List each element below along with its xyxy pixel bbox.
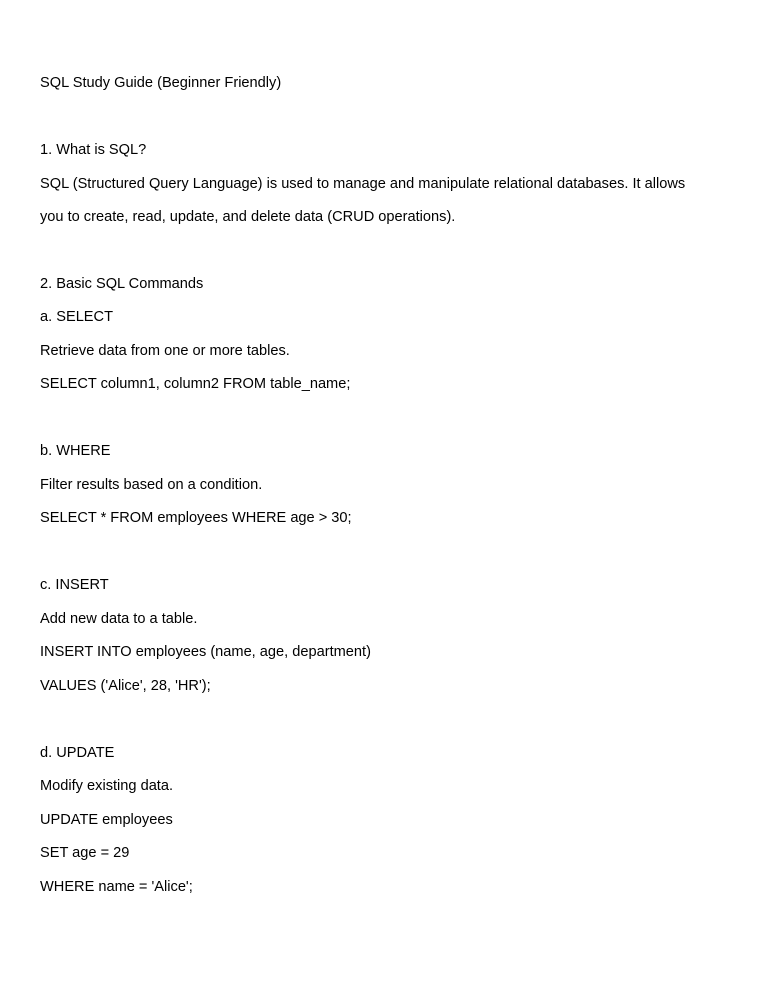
code-line: INSERT INTO employees (name, age, department) bbox=[40, 644, 371, 660]
code-line: SET age = 29 bbox=[40, 845, 130, 861]
code-line: WHERE name = 'Alice'; bbox=[40, 879, 193, 895]
description-where: Filter results based on a condition. bbox=[40, 477, 263, 493]
subheading-insert: c. INSERT bbox=[40, 577, 109, 593]
subheading-update: d. UPDATE bbox=[40, 745, 115, 761]
section-heading-basic-commands: 2. Basic SQL Commands bbox=[40, 276, 204, 292]
code-line: SELECT column1, column2 FROM table_name; bbox=[40, 376, 351, 392]
paragraph-line: you to create, read, update, and delete data (CRUD operations). bbox=[40, 209, 456, 225]
document-title: SQL Study Guide (Beginner Friendly) bbox=[40, 75, 282, 91]
description-update: Modify existing data. bbox=[40, 778, 174, 794]
subheading-select: a. SELECT bbox=[40, 309, 113, 325]
subheading-where: b. WHERE bbox=[40, 443, 111, 459]
code-line: SELECT * FROM employees WHERE age > 30; bbox=[40, 510, 352, 526]
description-insert: Add new data to a table. bbox=[40, 611, 198, 627]
code-line: VALUES ('Alice', 28, 'HR'); bbox=[40, 678, 211, 694]
code-line: UPDATE employees bbox=[40, 812, 173, 828]
description-select: Retrieve data from one or more tables. bbox=[40, 343, 290, 359]
section-heading-what-is-sql: 1. What is SQL? bbox=[40, 142, 147, 158]
paragraph-line: SQL (Structured Query Language) is used to manage and manipulate relational databases. It allows bbox=[40, 176, 686, 192]
